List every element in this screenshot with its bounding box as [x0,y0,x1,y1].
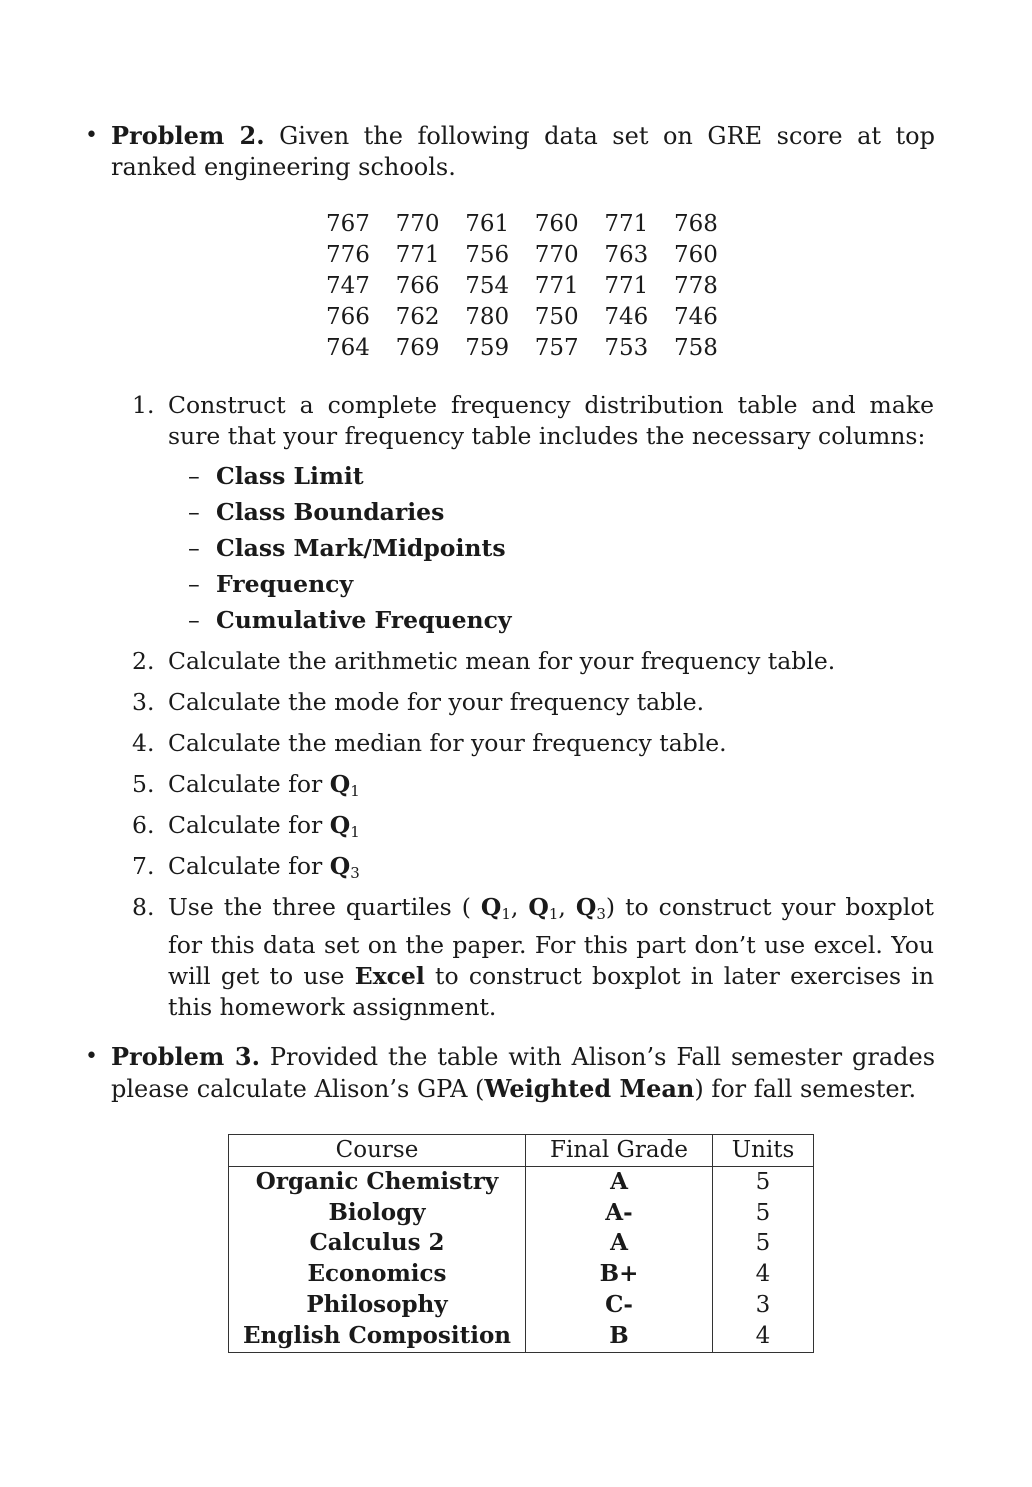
table-cell: 754 [465,273,510,299]
table-cell: 771 [534,273,579,299]
bullet-icon: • [85,1044,98,1069]
problem-3-text-a: Provided the table with Alison’s Fall semester grades please calculate Alison’s GPA ( [111,1043,936,1103]
course-cell: Organic Chemistry [229,1166,526,1197]
task-text-body: Calculate for [168,811,323,839]
task-text-body: Calculate for [168,852,323,880]
table-cell: 760 [534,211,579,237]
table-cell: 758 [673,335,718,361]
quartile-symbol: Q [329,811,351,839]
table-cell: 764 [326,335,370,361]
table-cell: 757 [534,335,579,361]
problem-2-statement [111,120,935,183]
table-cell: 767 [326,211,370,237]
sub-item-class-mark [188,533,506,564]
task-item-6 [132,810,934,848]
task-item-3 [132,687,934,718]
course-cell: English Composition [229,1321,526,1352]
task-number: 3. [132,688,155,716]
task-number: 8. [132,893,155,921]
table-cell: 771 [395,242,440,268]
table-row [229,1321,814,1352]
grade-cell: A- [526,1198,713,1229]
table-row [229,1290,814,1321]
sub-item-class-limit [188,461,364,492]
dash-icon: – [188,498,200,526]
header-course: Course [229,1135,526,1167]
quartile-subscript: 1 [548,905,559,923]
sub-item-frequency [188,569,353,600]
units-cell: 3 [755,1291,771,1318]
table-cell: 761 [465,211,510,237]
table-cell: 756 [465,242,510,268]
table-row [326,240,744,271]
problem-3-statement [111,1041,935,1105]
table-cell: 766 [395,273,440,299]
units-cell: 5 [755,1230,771,1257]
problem-2-text: Given the following data set on GRE score at top ranked engineering schools. [111,122,935,181]
table-row [326,271,744,302]
sub-item-label: Frequency [216,570,354,598]
task-text-c: to construct boxplot in later exercises in this homework assignment. [168,962,934,1021]
task-text: Construct a complete frequency distribution table and make sure that your frequency table includes the necessary columns: [168,391,934,450]
problem-2 [85,120,935,183]
header-units: Units [713,1135,814,1167]
gre-data-table [326,209,744,364]
grade-cell: B+ [526,1259,713,1290]
quartile-subscript: 1 [350,782,360,800]
table-cell: 746 [604,304,649,330]
table-cell: 750 [534,304,579,330]
quartile-symbol: Q [528,893,549,921]
dash-icon: – [188,606,200,634]
units-cell: 4 [755,1261,771,1288]
task-text: Calculate the median for your frequency table. [168,729,727,757]
table-cell: 780 [465,304,510,330]
quartile-subscript: 3 [596,905,606,923]
task-number: 6. [132,811,155,839]
table-cell: 770 [534,242,579,268]
problem-3 [85,1041,935,1105]
table-cell: 768 [673,211,718,237]
excel-keyword: Excel [354,962,425,990]
grades-table [228,1134,814,1353]
course-cell: Economics [229,1259,526,1290]
sub-item-cumulative-frequency [188,605,512,636]
table-row [326,302,744,333]
table-cell: 778 [673,273,718,299]
task-item-4 [132,728,934,759]
grade-cell: B [526,1321,713,1352]
table-row [229,1166,814,1197]
table-cell: 771 [604,211,649,237]
table-cell: 753 [604,335,649,361]
table-cell: 769 [395,335,440,361]
table-cell: 776 [326,242,370,268]
weighted-mean-keyword: Weighted Mean [484,1074,695,1103]
task-item-5 [132,769,934,807]
table-cell: 771 [604,273,649,299]
sub-item-label: Class Limit [216,462,364,490]
task-text-a: Use the three quartiles ( [168,893,471,921]
table-cell: 747 [326,273,370,299]
quartile-symbol: Q [329,770,351,798]
grade-cell: A [526,1166,713,1197]
quartile-symbol: Q [329,852,351,880]
course-cell: Biology [229,1198,526,1229]
bullet-icon: • [85,123,98,148]
task-item-8 [132,892,934,1023]
task-number: 2. [132,647,155,675]
course-cell: Calculus 2 [229,1228,526,1259]
header-final-grade: Final Grade [526,1135,713,1167]
task-text [168,851,934,889]
task-number: 7. [132,852,155,880]
table-cell: 760 [673,242,718,268]
table-row [326,333,744,364]
task-text: Use the three quartiles ( $Q_1$, $Q_1$, $Q_3$) to construct your boxplot for this data set on the paper. For this part don’t use excel. You will get to use Excel to construct boxplot in later exercises in this homework assignment. [168,893,934,1021]
grades-table-header-row [229,1135,814,1167]
sub-item-label: Cumulative Frequency [216,606,512,634]
units-cell: 4 [755,1322,771,1349]
dash-icon: – [188,570,200,598]
task-text: Calculate the mode for your frequency table. [168,688,705,716]
table-cell: 746 [673,304,718,330]
table-cell: 766 [326,304,370,330]
task-number: 1. [132,391,155,419]
task-text-body: Calculate for [168,770,323,798]
task-text: Calculate the arithmetic mean for your frequency table. [168,647,836,675]
table-cell: 763 [604,242,649,268]
task-item-7 [132,851,934,889]
table-cell: 762 [395,304,440,330]
dash-icon: – [188,534,200,562]
table-cell: 759 [465,335,510,361]
problem-3-label: Problem 3. [111,1042,260,1071]
units-cell: 5 [755,1168,771,1195]
quartile-symbol: Q [480,893,502,921]
table-row [229,1228,814,1259]
task-number: 4. [132,729,155,757]
table-cell: 770 [395,211,440,237]
task-text-b: ) to construct your boxplot for this data set on the paper. For this part don’t use excel. You will get to use [168,893,934,990]
task-number: 5. [132,770,155,798]
quartile-subscript: 1 [501,905,511,923]
table-row [326,209,744,240]
task-item-2 [132,646,934,677]
sub-item-label: Class Boundaries [216,498,445,526]
grade-cell: A [526,1228,713,1259]
units-cell: 5 [755,1199,771,1226]
quartile-subscript: 3 [350,864,360,882]
sub-item-label: Class Mark/Midpoints [216,534,506,562]
table-row [229,1259,814,1290]
task-text [168,810,934,848]
task-item-1 [132,390,934,452]
problem-2-label: Problem 2. [111,121,265,150]
sub-item-class-boundaries [188,497,444,528]
grade-cell: C- [526,1290,713,1321]
dash-icon: – [188,462,200,490]
quartile-subscript: 1 [350,823,360,841]
table-row [229,1198,814,1229]
quartile-symbol: Q [575,893,597,921]
course-cell: Philosophy [229,1290,526,1321]
problem-3-text-b: ) for fall semester. [694,1075,917,1103]
task-text [168,769,934,807]
